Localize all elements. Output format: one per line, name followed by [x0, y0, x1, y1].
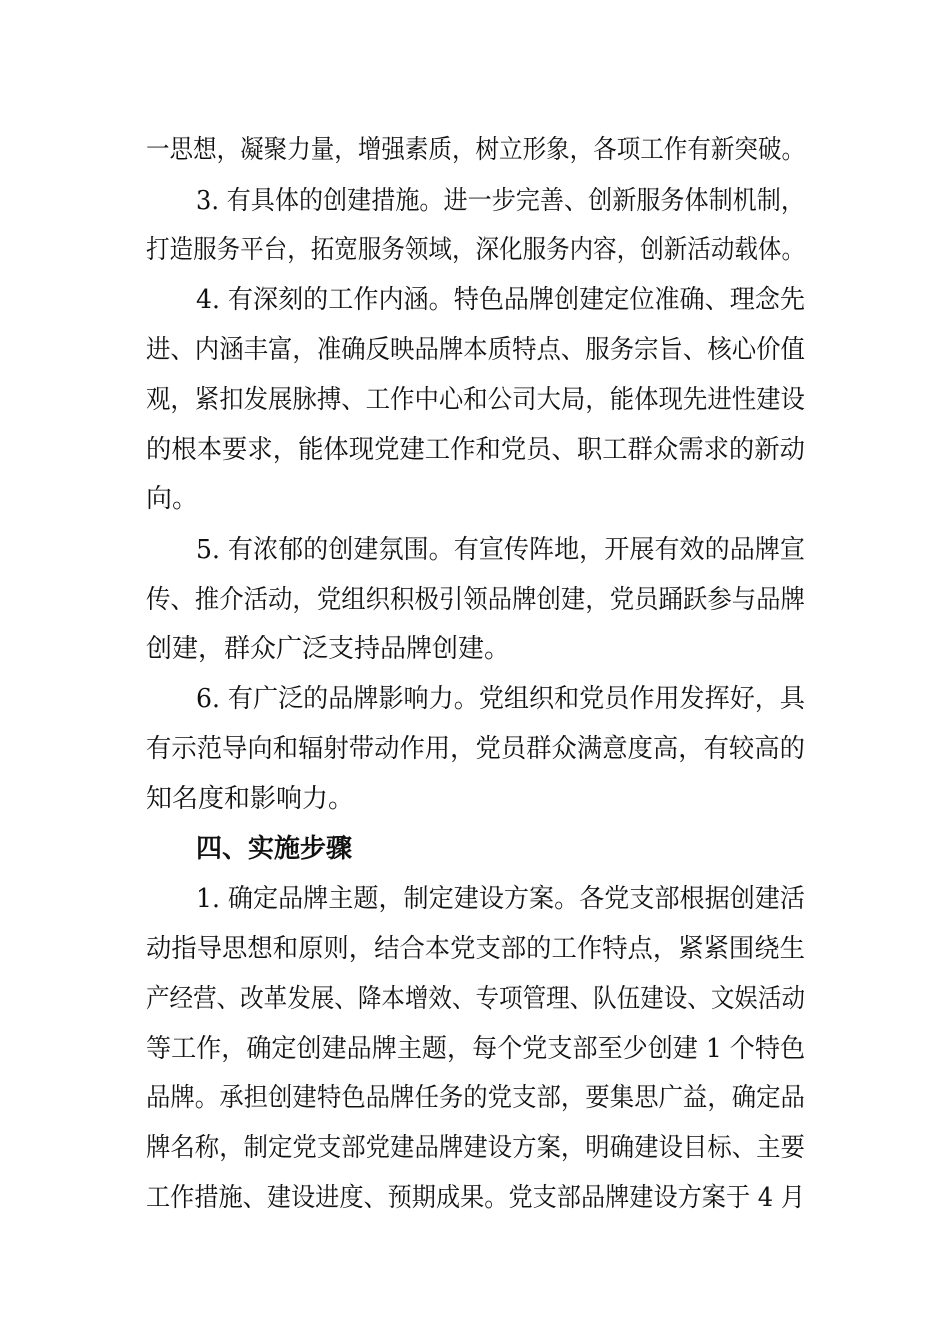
text-line: 5. 有浓郁的创建氛围。有宣传阵地，开展有效的品牌宣 [196, 535, 805, 565]
text-line: 4. 有深刻的工作内涵。特色品牌创建定位准确、理念先 [196, 285, 805, 315]
text-line: 1. 确定品牌主题，制定建设方案。各党支部根据创建活 [196, 884, 805, 914]
text-line: 知名度和影响力。 [146, 784, 355, 814]
text-line: 牌名称，制定党支部党建品牌建设方案，明确建设目标、主要 [146, 1133, 805, 1163]
text-line: 向。 [146, 484, 199, 514]
text-line: 3. 有具体的创建措施。进一步完善、创新服务体制机制， [196, 186, 805, 216]
text-line: 6. 有广泛的品牌影响力。党组织和党员作用发挥好，具 [196, 684, 805, 714]
text-line: 产经营、改革发展、降本增效、专项管理、队伍建设、文娱活动 [146, 984, 805, 1014]
text-line: 的根本要求，能体现党建工作和党员、职工群众需求的新动 [146, 435, 805, 465]
text-line: 有示范导向和辐射带动作用，党员群众满意度高，有较高的 [146, 734, 805, 764]
text-line: 品牌。承担创建特色品牌任务的党支部，要集思广益，确定品 [146, 1083, 805, 1113]
section-heading: 四、实施步骤 [196, 834, 353, 864]
text-line: 打造服务平台，拓宽服务领域，深化服务内容，创新活动载体。 [146, 235, 805, 265]
text-line: 动指导思想和原则，结合本党支部的工作特点，紧紧围绕生 [146, 934, 805, 964]
text-line: 创建，群众广泛支持品牌创建。 [146, 634, 511, 664]
text-line: 传、推介活动，党组织积极引领品牌创建，党员踊跃参与品牌 [146, 585, 805, 615]
text-line: 观，紧扣发展脉搏、工作中心和公司大局，能体现先进性建设 [146, 385, 805, 415]
text-line: 工作措施、建设进度、预期成果。党支部品牌建设方案于 4 月 [146, 1183, 806, 1213]
text-line: 一思想，凝聚力量，增强素质，树立形象，各项工作有新突破。 [146, 135, 805, 165]
text-line: 等工作，确定创建品牌主题，每个党支部至少创建 1 个特色 [146, 1034, 806, 1064]
text-line: 进、内涵丰富，准确反映品牌本质特点、服务宗旨、核心价值 [146, 335, 805, 365]
